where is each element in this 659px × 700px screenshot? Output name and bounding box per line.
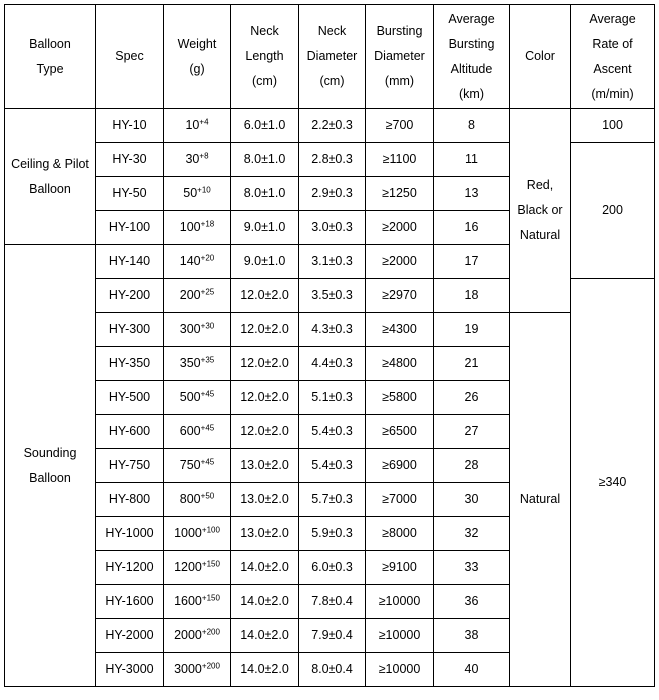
weight-tolerance: +25 (200, 287, 215, 297)
bursting-diameter-cell: ≥2970 (366, 279, 434, 313)
neck-diameter-cell: 5.4±0.3 (299, 449, 366, 483)
altitude-cell: 13 (434, 177, 510, 211)
altitude-cell: 26 (434, 381, 510, 415)
rate-200: 200 (571, 143, 655, 279)
neck-diameter-cell: 7.8±0.4 (299, 585, 366, 619)
balloon-type-sounding: Sounding Balloon (5, 245, 96, 687)
neck-length-cell: 9.0±1.0 (231, 211, 299, 245)
weight-tolerance: +45 (200, 423, 215, 433)
weight-cell: $750^{+45}$ (164, 449, 231, 483)
neck-diameter-cell: 5.9±0.3 (299, 517, 366, 551)
weight-tolerance: +30 (200, 321, 215, 331)
altitude-cell: 30 (434, 483, 510, 517)
neck-length-cell: 6.0±1.0 (231, 109, 299, 143)
bursting-diameter-cell: ≥6900 (366, 449, 434, 483)
neck-diameter-cell: 4.4±0.3 (299, 347, 366, 381)
color-natural: Natural (510, 313, 571, 687)
neck-diameter-cell: 2.9±0.3 (299, 177, 366, 211)
weight-tolerance: +45 (200, 457, 215, 467)
weight-cell: $500^{+45}$ (164, 381, 231, 415)
spec-cell: HY-3000 (96, 653, 164, 687)
bursting-diameter-cell: ≥7000 (366, 483, 434, 517)
header-row (5, 5, 655, 109)
neck-length-cell: 12.0±2.0 (231, 313, 299, 347)
rate-100: 100 (571, 109, 655, 143)
neck-diameter-cell: 8.0±0.4 (299, 653, 366, 687)
neck-length-cell: 13.0±2.0 (231, 517, 299, 551)
bursting-diameter-cell: ≥2000 (366, 245, 434, 279)
spec-cell: HY-800 (96, 483, 164, 517)
neck-length-cell: 9.0±1.0 (231, 245, 299, 279)
bursting-diameter-cell: ≥4800 (366, 347, 434, 381)
altitude-cell: 11 (434, 143, 510, 177)
weight-tolerance: +200 (201, 661, 220, 671)
altitude-cell: 27 (434, 415, 510, 449)
neck-length-cell: 14.0±2.0 (231, 551, 299, 585)
weight-tolerance: +35 (200, 355, 215, 365)
weight-cell: $600^{+45}$ (164, 415, 231, 449)
bursting-diameter-cell: ≥1250 (366, 177, 434, 211)
bursting-diameter-cell: ≥6500 (366, 415, 434, 449)
table-row (5, 109, 655, 143)
spec-cell: HY-1600 (96, 585, 164, 619)
bursting-diameter-cell: ≥5800 (366, 381, 434, 415)
weight-tolerance: +10 (197, 185, 211, 195)
weight-cell: $2000^{+200}$ (164, 619, 231, 653)
spec-cell: HY-140 (96, 245, 164, 279)
weight-tolerance: +150 (201, 593, 220, 603)
altitude-cell: 28 (434, 449, 510, 483)
neck-length-cell: 14.0±2.0 (231, 619, 299, 653)
spec-cell: HY-300 (96, 313, 164, 347)
weight-cell: $1000^{+100}$ (164, 517, 231, 551)
weight-cell: $140^{+20}$ (164, 245, 231, 279)
weight-tolerance: +50 (200, 491, 215, 501)
spec-cell: HY-750 (96, 449, 164, 483)
balloon-type-ceiling-pilot: Ceiling & Pilot Balloon (5, 109, 96, 245)
neck-length-cell: 14.0±2.0 (231, 585, 299, 619)
weight-cell: $300^{+30}$ (164, 313, 231, 347)
weight-tolerance: +18 (200, 219, 215, 229)
header-bursting-diameter: Bursting Diameter (mm) (366, 5, 434, 109)
rate-340: ≥340 (571, 279, 655, 687)
neck-diameter-cell: 6.0±0.3 (299, 551, 366, 585)
header-spec: Spec (96, 5, 164, 109)
weight-cell: $30^{+8}$ (164, 143, 231, 177)
weight-cell: $10^{+4}$ (164, 109, 231, 143)
altitude-cell: 40 (434, 653, 510, 687)
neck-diameter-cell: 5.7±0.3 (299, 483, 366, 517)
spec-cell: HY-350 (96, 347, 164, 381)
weight-tolerance: +200 (201, 627, 220, 637)
header-neck-length: Neck Length (cm) (231, 5, 299, 109)
neck-diameter-cell: 5.4±0.3 (299, 415, 366, 449)
spec-cell: HY-30 (96, 143, 164, 177)
altitude-cell: 19 (434, 313, 510, 347)
header-color: Color (510, 5, 571, 109)
header-balloon-type: Balloon Type (5, 5, 96, 109)
altitude-cell: 38 (434, 619, 510, 653)
altitude-cell: 33 (434, 551, 510, 585)
weight-tolerance: +4 (199, 117, 209, 127)
weight-cell: $100^{+18}$ (164, 211, 231, 245)
neck-diameter-cell: 3.1±0.3 (299, 245, 366, 279)
altitude-cell: 16 (434, 211, 510, 245)
neck-diameter-cell: 7.9±0.4 (299, 619, 366, 653)
bursting-diameter-cell: ≥700 (366, 109, 434, 143)
weight-cell: $800^{+50}$ (164, 483, 231, 517)
altitude-cell: 21 (434, 347, 510, 381)
neck-length-cell: 12.0±2.0 (231, 347, 299, 381)
bursting-diameter-cell: ≥10000 (366, 653, 434, 687)
bursting-diameter-cell: ≥9100 (366, 551, 434, 585)
bursting-diameter-cell: ≥1100 (366, 143, 434, 177)
bursting-diameter-cell: ≥2000 (366, 211, 434, 245)
weight-tolerance: +150 (201, 559, 220, 569)
spec-cell: HY-1200 (96, 551, 164, 585)
spec-cell: HY-600 (96, 415, 164, 449)
neck-length-cell: 12.0±2.0 (231, 279, 299, 313)
neck-length-cell: 13.0±2.0 (231, 449, 299, 483)
altitude-cell: 17 (434, 245, 510, 279)
spec-cell: HY-1000 (96, 517, 164, 551)
spec-cell: HY-200 (96, 279, 164, 313)
neck-diameter-cell: 3.5±0.3 (299, 279, 366, 313)
neck-length-cell: 14.0±2.0 (231, 653, 299, 687)
weight-cell: $1200^{+150}$ (164, 551, 231, 585)
altitude-cell: 18 (434, 279, 510, 313)
neck-diameter-cell: 5.1±0.3 (299, 381, 366, 415)
table-row (5, 313, 655, 347)
weight-tolerance: +8 (199, 151, 209, 161)
neck-diameter-cell: 3.0±0.3 (299, 211, 366, 245)
neck-diameter-cell: 2.2±0.3 (299, 109, 366, 143)
weight-cell: $50^{+10}$ (164, 177, 231, 211)
spec-cell: HY-50 (96, 177, 164, 211)
neck-length-cell: 8.0±1.0 (231, 177, 299, 211)
spec-cell: HY-100 (96, 211, 164, 245)
bursting-diameter-cell: ≥8000 (366, 517, 434, 551)
weight-cell: $3000^{+200}$ (164, 653, 231, 687)
spec-cell: HY-2000 (96, 619, 164, 653)
altitude-cell: 8 (434, 109, 510, 143)
weight-tolerance: +20 (200, 253, 215, 263)
weight-cell: $350^{+35}$ (164, 347, 231, 381)
altitude-cell: 32 (434, 517, 510, 551)
neck-length-cell: 12.0±2.0 (231, 415, 299, 449)
header-weight: Weight (g) (164, 5, 231, 109)
neck-diameter-cell: 4.3±0.3 (299, 313, 366, 347)
weight-tolerance: +100 (201, 525, 220, 535)
neck-diameter-cell: 2.8±0.3 (299, 143, 366, 177)
header-rate-of-ascent: Average Rate of Ascent (m/min) (571, 5, 655, 109)
bursting-diameter-cell: ≥10000 (366, 619, 434, 653)
weight-tolerance: +45 (200, 389, 215, 399)
altitude-cell: 36 (434, 585, 510, 619)
neck-length-cell: 13.0±2.0 (231, 483, 299, 517)
bursting-diameter-cell: ≥4300 (366, 313, 434, 347)
header-neck-diameter: Neck Diameter (cm) (299, 5, 366, 109)
neck-length-cell: 8.0±1.0 (231, 143, 299, 177)
weight-cell: $1600^{+150}$ (164, 585, 231, 619)
header-bursting-altitude: Average Bursting Altitude (km) (434, 5, 510, 109)
weight-cell: $200^{+25}$ (164, 279, 231, 313)
neck-length-cell: 12.0±2.0 (231, 381, 299, 415)
color-red-black-natural: Red, Black or Natural (510, 109, 571, 313)
bursting-diameter-cell: ≥10000 (366, 585, 434, 619)
spec-cell: HY-10 (96, 109, 164, 143)
balloon-spec-table (4, 4, 655, 687)
spec-cell: HY-500 (96, 381, 164, 415)
